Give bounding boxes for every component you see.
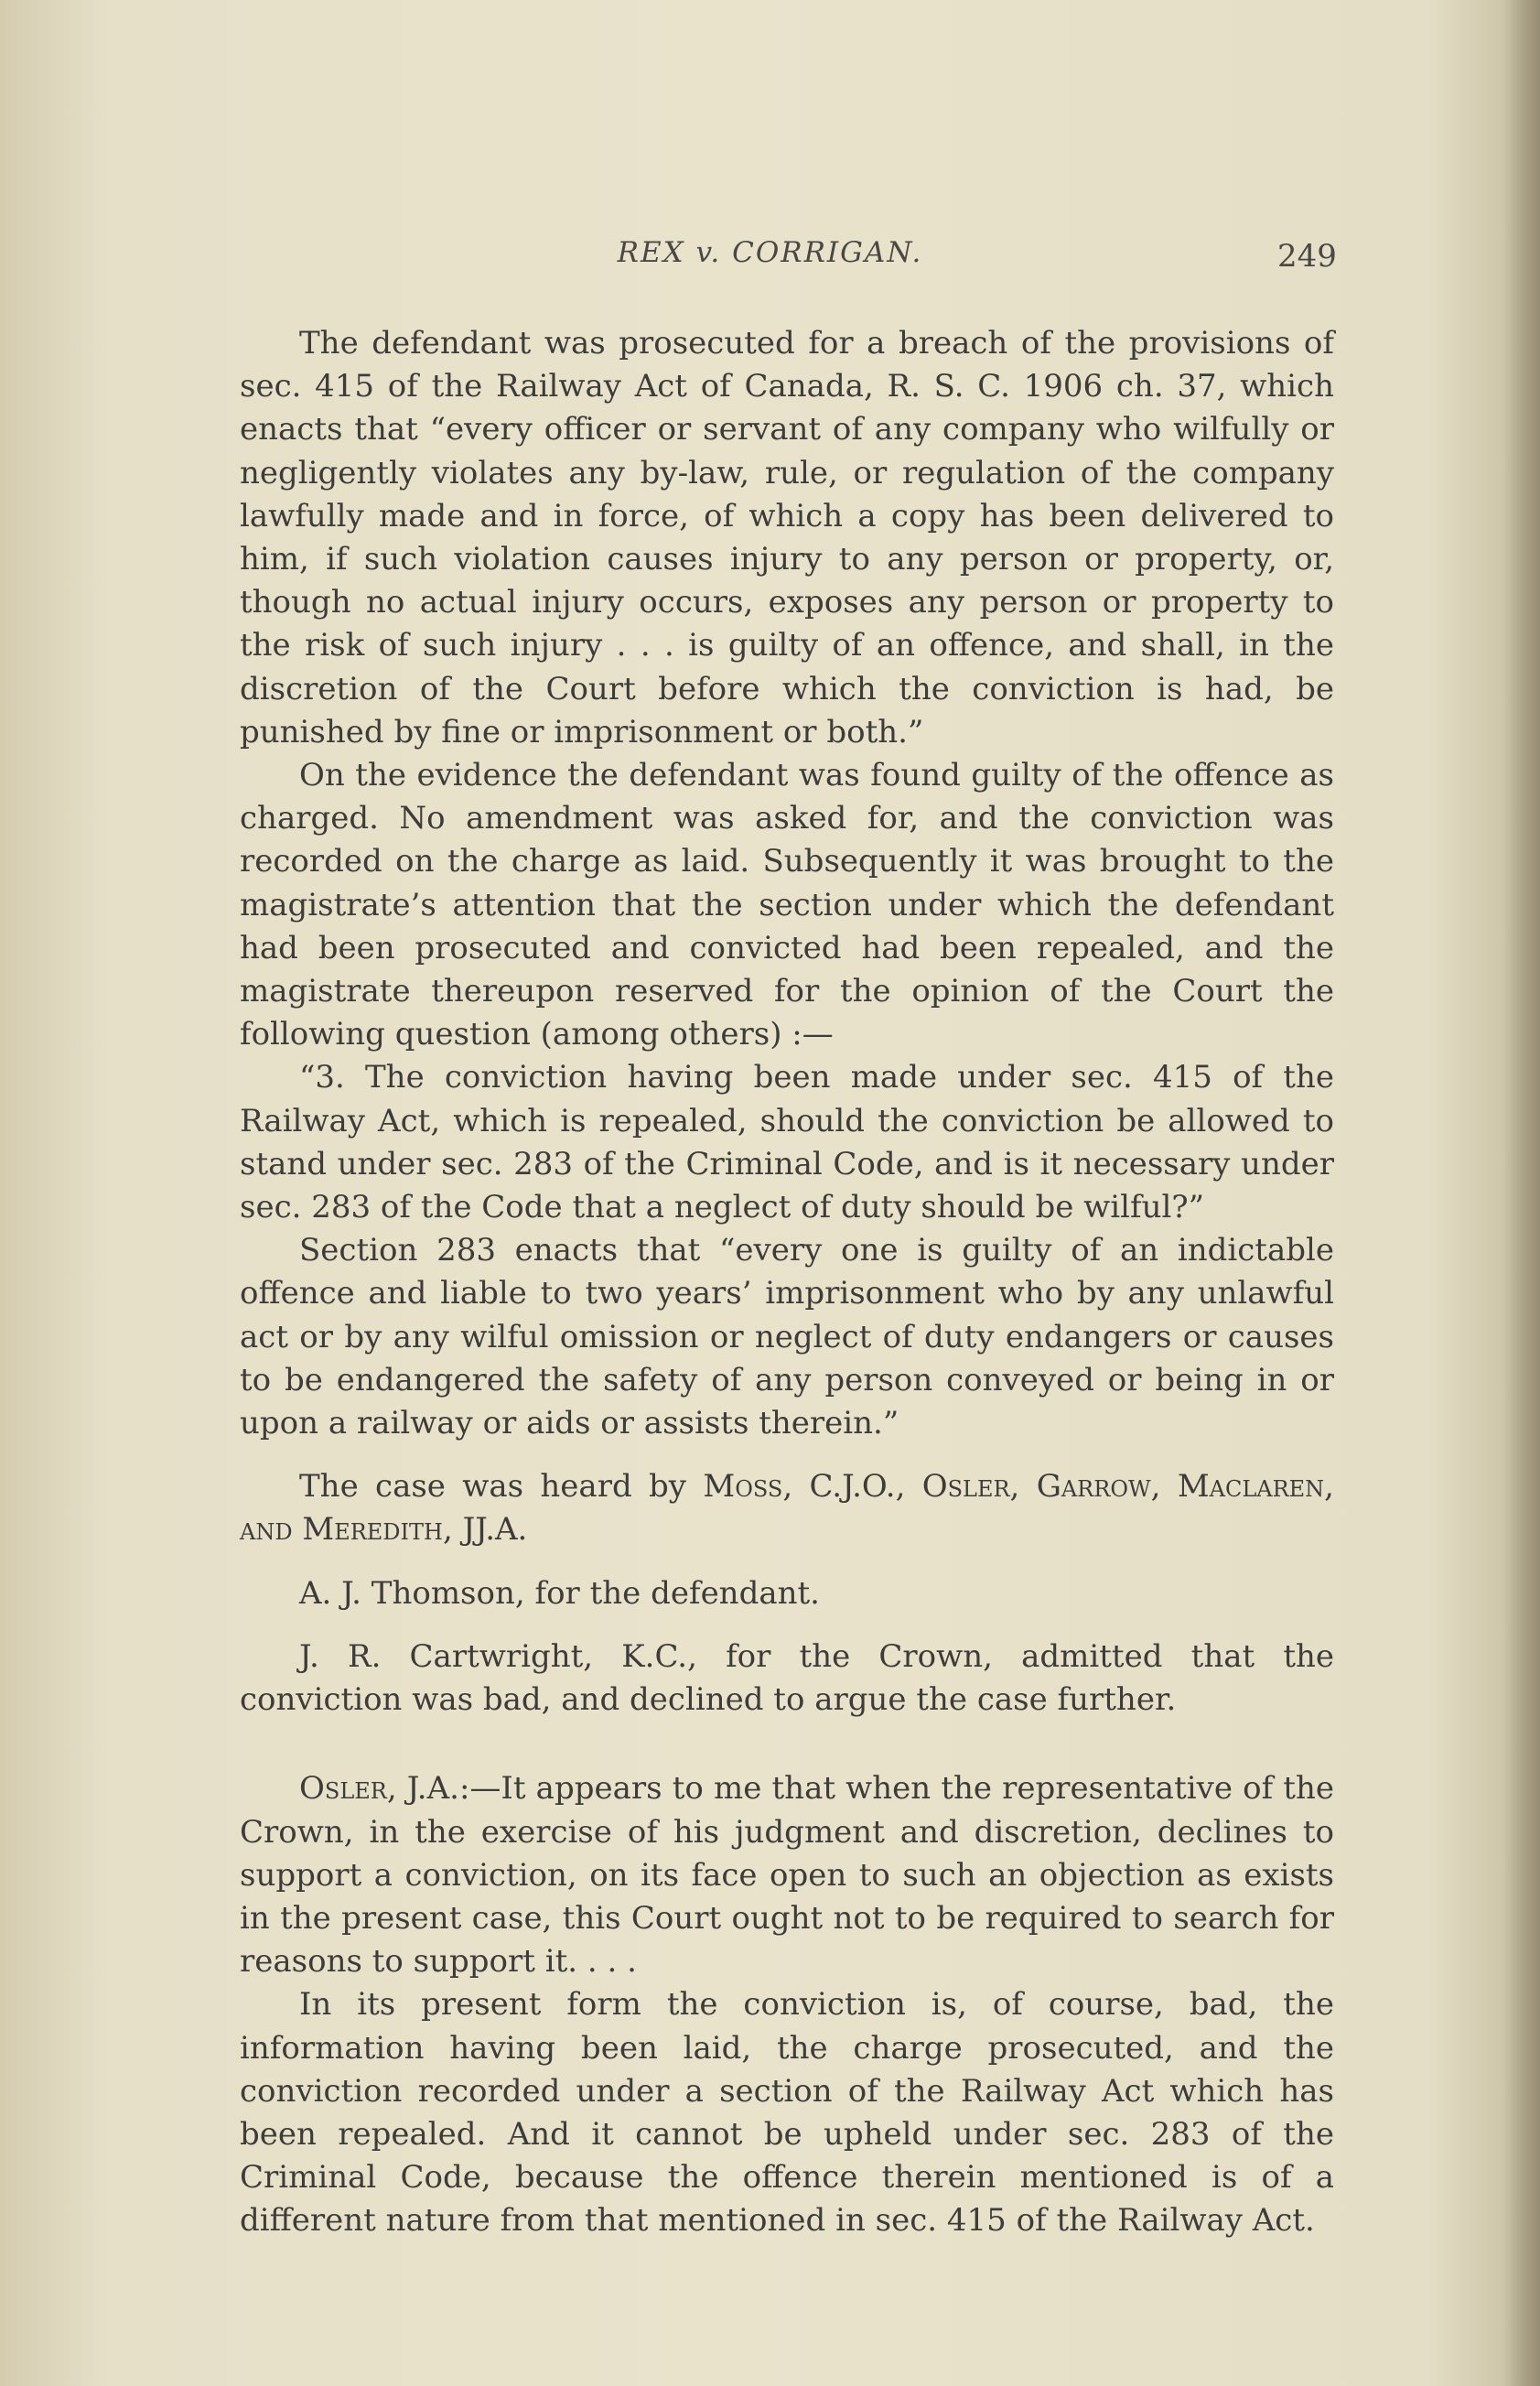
paragraph-judgment	[240, 1767, 1334, 1983]
paragraph-conclusion: In its present form the conviction is, of course, bad, the information having been laid, the charge prosecuted, and the conviction recorded under a section of the Railway Act which has been repealed. And it cannot be upheld under sec. 283 of the Criminal Code, because the offence therein mentioned is of a different nature from that mentioned in sec. 415 of the Railway Act.	[240, 1986, 1334, 2240]
paragraph-facts: On the evidence the defendant was found guilty of the offence as charged. No amendment was asked for, and the conviction was recorded on the charge as laid. Subsequently it was brought to the magistrate’s attention that the section under which the defendant had been prosecuted and convicted had been repealed, and the magistrate thereupon reserved for the opinion of the Court the following question (among others) :—	[240, 757, 1334, 1053]
paragraph-counsel-crown: J. R. Cartwright, K.C., for the Crown, admitted that the conviction was bad, and declined to argue the case further.	[240, 1637, 1334, 1719]
paragraph-question: “3. The conviction having been made under sec. 415 of the Railway Act, which is repealed, should the conviction be allowed to stand under sec. 283 of the Criminal Code, and is it necessary under sec. 283 of the Code that a neglect of duty should be wilful?”	[240, 1059, 1334, 1226]
page-edge-shadow	[1503, 0, 1540, 2386]
body-text	[240, 322, 1334, 2243]
page-number: 249	[1277, 238, 1337, 275]
paragraph-bench	[240, 1465, 1334, 1551]
judgment-text: :—It appears to me that when the representative of the Crown, in the exercise of his judgment and discretion, declines to support a conviction, on its face open to such an objection as exists in the present case, this Court ought not to be required to search for reasons to support it. . . .	[240, 1770, 1334, 1981]
running-title: REX v. CORRIGAN.	[617, 236, 923, 269]
paragraph-statute: The defendant was prosecuted for a breach of the provisions of sec. 415 of the Railway Act of Canada, R. S. C. 1906 ch. 37, which enacts that “every officer or servant of any company who wilfully or negligently violates any by-law, rule, or regulation of the company lawfully made and in force, of which a copy has been delivered to him, if such violation causes injury to any person or property, or, though no actual injury occurs, exposes any person or property to the risk of such injury . . . is guilty of an offence, and shall, in the discretion of the Court before which the conviction is had, be punished by fine or imprisonment or both.”	[240, 325, 1334, 750]
paragraph-section-283: Section 283 enacts that “every one is guilty of an indictable offence and liable to two years’ imprisonment who by any unlawful act or by any wilful omission or neglect of duty endangers or causes to be endangered the safety of any person conveyed or being in or upon a railway or aids or assists therein.”	[240, 1232, 1334, 1442]
bench-judges: Moss, C.J.O., Osler, Garrow, Maclaren, and Meredith, JJ.A.	[240, 1468, 1334, 1549]
bench-lead: The case was heard by	[299, 1468, 687, 1506]
judgment-speaker: Osler, J.A.	[299, 1770, 459, 1808]
paragraph-counsel-defendant: A. J. Thomson, for the defendant.	[299, 1574, 820, 1612]
